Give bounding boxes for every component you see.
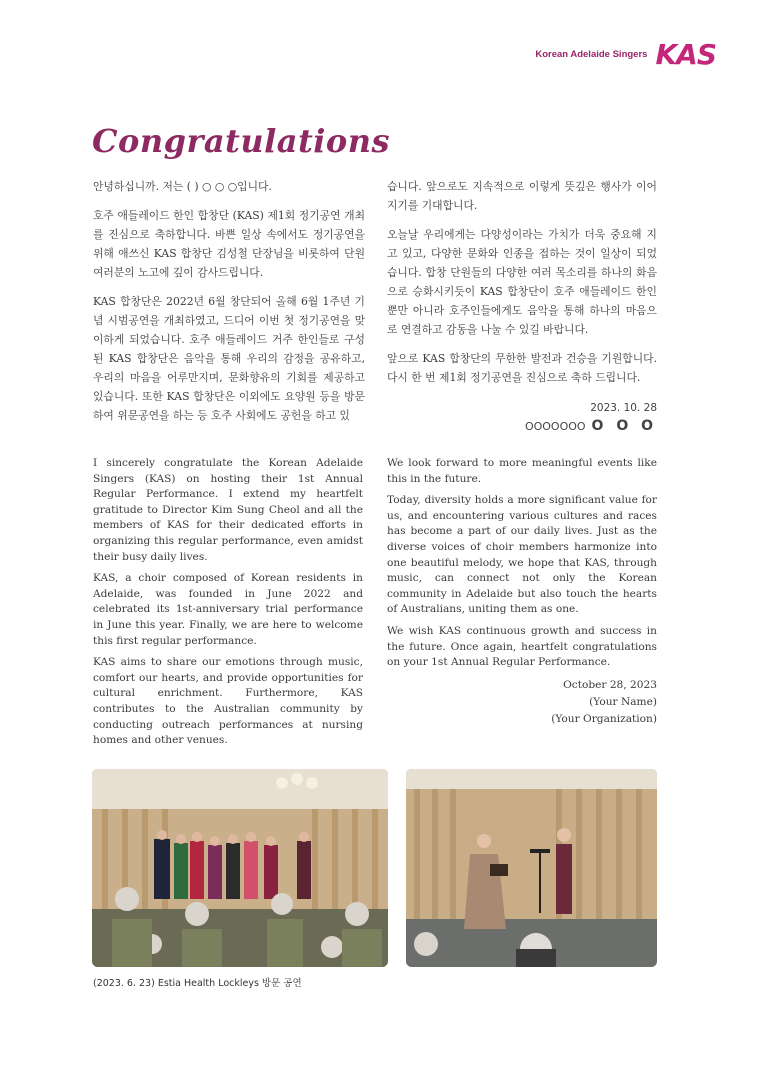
brand-name: Korean Adelaide Singers — [535, 49, 648, 60]
korean-paragraph: KAS 합창단은 2022년 6월 창단되어 올해 6월 1주년 기념 시범공연을 개최하였고, 드디어 이번 첫 정기공연을 맞이하게 되었습니다. 호주 애들레이드 거주 한인들로 구성된 KAS 합창단은 음악을 통해 우리의 감정을 공유하고, 우리의 마음을 어루만지며, 문화향유의 기회를 제공하고 있습니다. 또한 KAS 합창단은 이외에도 요양원 등을 방문하여 위문공연을 하는 등 호주 사회에도 공헌을 하고 있 — [93, 295, 365, 422]
korean-signature — [460, 402, 657, 434]
english-org: (Your Organization) — [551, 712, 657, 725]
korean-letter-left — [93, 177, 365, 435]
english-paragraph: We wish KAS continuous growth and success in the future. Once again, heartfelt congratulations on your 1st Annual Regular Performance. — [387, 624, 657, 669]
korean-paragraph: 오늘날 우리에게는 다양성이라는 가치가 더욱 중요해 지고 있고, 다양한 문화와 인종을 접하는 것이 일상이 되었습니다. 합창 단원들의 다양한 여러 목소리를 하나의 화음으로 승화시키듯이 KAS 합창단이 호주 애들레이드 한인 뿐만 아니라 호주인들에게도 음악을 통해 하나의 마음으로 연결하고 감동을 나눌 수 있길 바랍니다. — [387, 228, 657, 336]
kas-logo: KAS — [655, 38, 716, 71]
korean-paragraph: 호주 애들레이드 한인 합창단 (KAS) 제1회 정기공연 개최를 진심으로 축하합니다. 바쁜 일상 속에서도 정기공연을 위해 애쓰신 KAS 합창단 김성철 단장님을 비롯하여 단원 여러분의 노고에 깊이 감사드립니다. — [93, 209, 365, 279]
english-signature — [387, 677, 657, 728]
korean-paragraph: 앞으로 KAS 합창단의 무한한 발전과 건승을 기원합니다. 다시 한 번 제1회 정기공연을 진심으로 축하 드립니다. — [387, 352, 657, 384]
photo-caption: (2023. 6. 23) Estia Health Lockleys 방문 공연 — [93, 978, 302, 989]
korean-letter-right — [387, 177, 657, 397]
english-paragraph: I sincerely congratulate the Korean Adelaide Singers (KAS) on hosting their 1st Annual Regular Performance. I extend my heartfelt gratitude to Director Kim Sung Cheol and all the members of KAS for their dedicated efforts in organizing this regular performance, even amidst their busy daily lives. — [93, 457, 363, 563]
choir-performance-photo — [92, 769, 388, 967]
english-paragraph: Today, diversity holds a more significant value for us, and encountering various cultures and races has become a part of our daily lives. Just as the diverse voices of choir members harmonize into one beautiful melody, we hope that KAS, through music, can connect not only the Korean community in Adelaide but also touch the hearts of Australians, uniting them as one. — [387, 494, 657, 616]
english-paragraph: We look forward to more meaningful events like this in the future. — [387, 457, 657, 485]
korean-paragraph: 안녕하십니까. 저는 ( ) ○ ○ ○입니다. — [93, 180, 272, 193]
duo-performance-photo — [406, 769, 657, 967]
english-date: October 28, 2023 — [563, 678, 657, 691]
page-title: Congratulations — [92, 122, 391, 160]
korean-paragraph: 습니다. 앞으로도 지속적으로 이렇게 뜻깊은 행사가 이어지기를 기대합니다. — [387, 180, 657, 212]
english-paragraph: KAS, a choir composed of Korean residents in Adelaide, was founded in June 2022 and celebrated its 1st-anniversary trial performance in June this year. Finally, we are here to welcome this first regular performance. — [93, 572, 363, 647]
english-paragraph: KAS aims to share our emotions through music, comfort our hearts, and provide opportunities for cultural enrichment. Furthermore, KAS contributes to the Australian community by conducting outreach performances at nursing homes and other venues. — [93, 656, 363, 747]
korean-date: 2023. 10. 28 — [590, 402, 657, 414]
english-name: (Your Name) — [589, 695, 657, 708]
korean-signer — [460, 418, 657, 434]
korean-org: OOOOOOO — [524, 420, 586, 433]
english-letter-right — [387, 456, 657, 728]
header-brand — [535, 38, 716, 71]
english-letter-left — [93, 456, 363, 755]
korean-name: O O O — [591, 418, 657, 434]
